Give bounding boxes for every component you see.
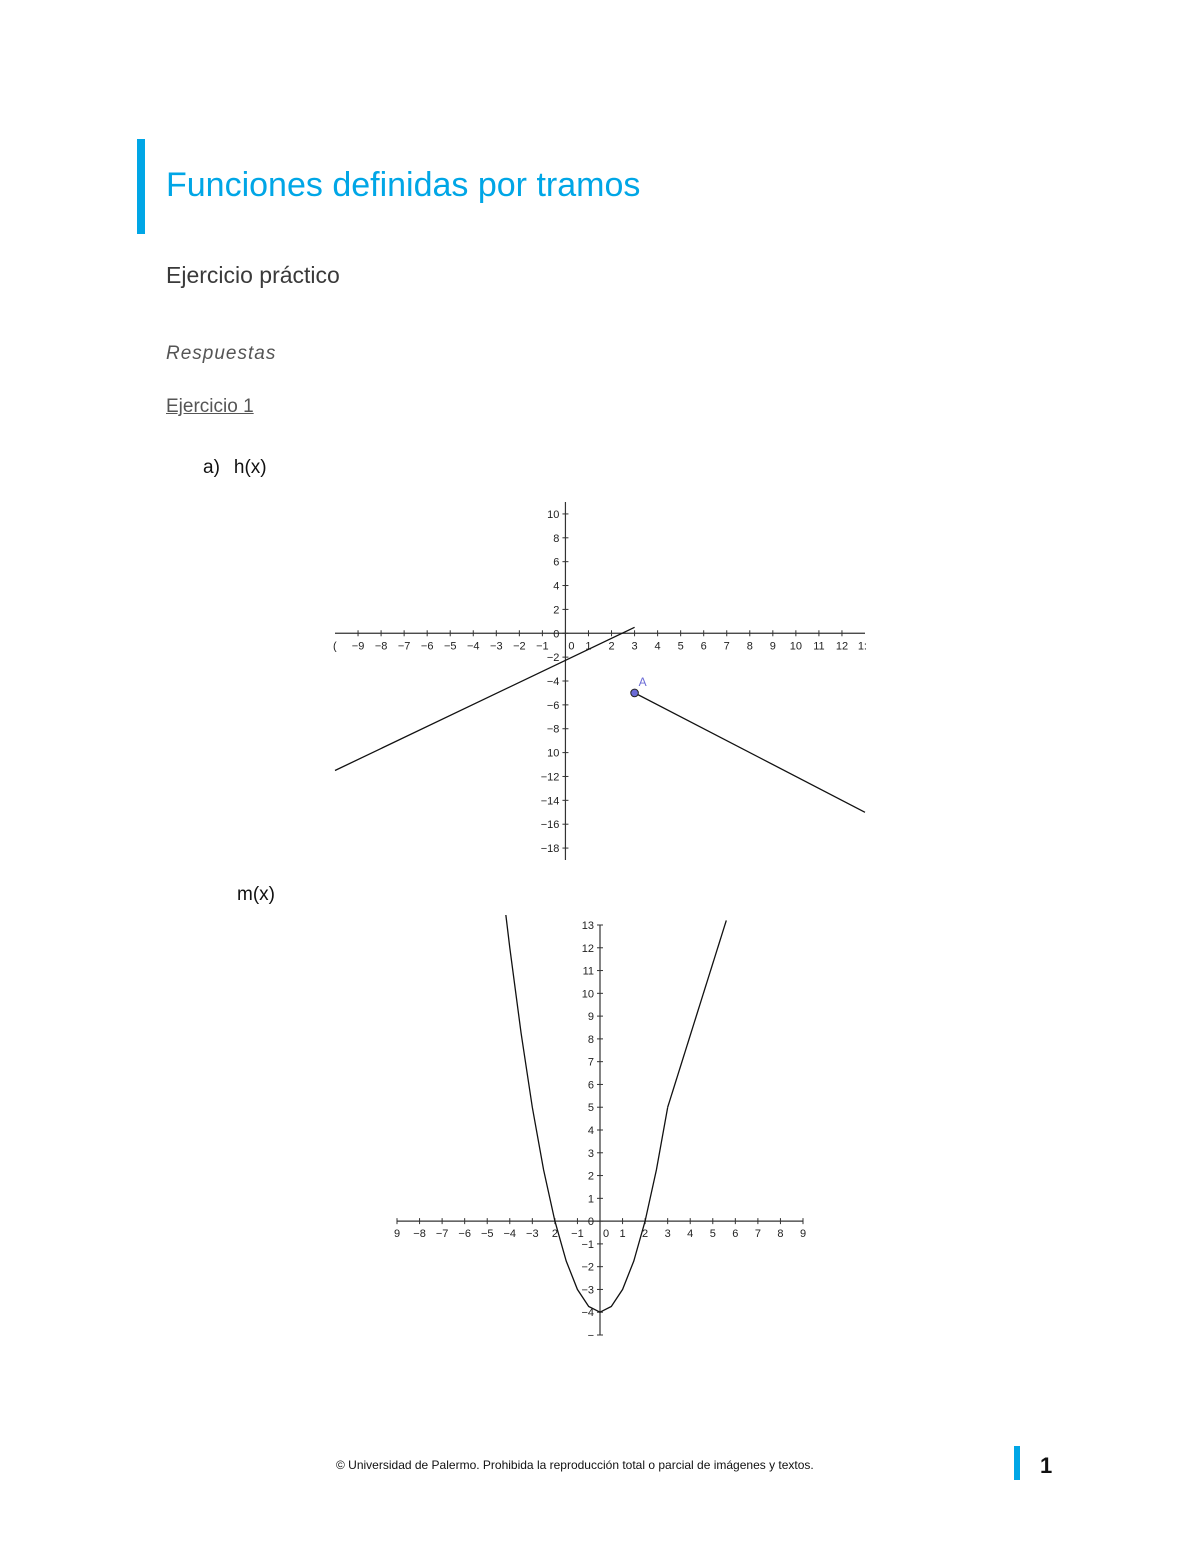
chart-h-y-tick-label: 6 (553, 556, 560, 569)
chart-h-x-tick-label: −6 (420, 640, 434, 653)
chart-m-y-tick-label: 4 (587, 1125, 594, 1137)
chart-m-x-tick-label: 5 (709, 1228, 716, 1241)
chart-m-y-tick-label: 11 (582, 965, 594, 978)
chart-m-x-tick-label: −5 (480, 1228, 494, 1241)
chart-m-y-tick-label: −2 (581, 1261, 594, 1274)
chart-h-y-tick-label: 10 (547, 508, 560, 521)
chart-m-series-line-2 (668, 920, 727, 1107)
chart-h-x-tick-label: 9 (769, 640, 776, 653)
chart-h-x-tick-label: 1 (585, 640, 592, 653)
chart-h-point-marker (631, 689, 639, 697)
chart-h-x-tick-label: 5 (677, 640, 684, 653)
chart-m-y-tick-label: −1 (581, 1238, 594, 1251)
chart-m-x-tick-label: 6 (732, 1228, 739, 1241)
chart-h-point-label: A (638, 674, 647, 689)
chart-m-x-tick-label: −8 (413, 1228, 426, 1241)
chart-h-y-tick-label: 4 (553, 580, 560, 593)
chart-h-y-tick-label: −2 (546, 652, 560, 665)
title-accent-bar (137, 139, 145, 234)
chart-m-x-tick-label: −1 (571, 1228, 584, 1241)
item-a (203, 457, 267, 479)
chart-h-x-tick-label: 3 (631, 640, 638, 653)
chart-m-x-tick-label: −3 (526, 1228, 539, 1241)
chart-m-y-tick-label: 12 (581, 942, 594, 955)
chart-m-y-tick-label: −3 (581, 1284, 594, 1297)
chart-m (385, 915, 815, 1345)
chart-h-x-tick-label: 0 (568, 640, 575, 653)
chart-h-x-tick-label: 6 (700, 640, 707, 653)
chart-h-x-tick-label: −3 (490, 640, 503, 653)
footer-copyright: © Universidad de Palermo. Prohibida la reproducción total o parcial de imágenes y textos. (336, 1458, 814, 1472)
chart-m-x-tick-label: 4 (687, 1228, 694, 1241)
chart-m-y-tick-label: 0 (587, 1216, 594, 1229)
chart-m-x-tick-label: 0 (602, 1228, 610, 1241)
chart-m-x-tick-label: 2 (551, 1228, 558, 1241)
chart-h-x-tick-label: −5 (443, 640, 457, 653)
chart-h-y-tick-label: −14 (540, 795, 560, 808)
chart-m-y-tick-label: 3 (587, 1147, 594, 1160)
chart-m-y-tick-label: 8 (587, 1033, 594, 1046)
item-m-function: m(x) (237, 884, 275, 905)
chart-m-x-tick-label: 8 (777, 1228, 784, 1241)
chart-h-y-tick-label: 2 (553, 604, 560, 617)
chart-h-y-tick-label: −4 (546, 676, 560, 688)
item-a-marker: a) (203, 457, 220, 478)
chart-m-y-tick-label: 1 (587, 1193, 594, 1206)
chart-h-y-tick-label: 0 (553, 628, 560, 641)
chart-h-x-tick-label: −8 (374, 640, 388, 653)
chart-h-y-tick-label: −18 (540, 843, 560, 856)
chart-h-x-tick-label: −4 (466, 640, 480, 653)
chart-m-x-tick-label: 3 (664, 1228, 671, 1241)
chart-h-y-tick-label: −16 (540, 819, 560, 832)
chart-h-x-tick-label: 7 (723, 640, 730, 653)
chart-h-x-tick-label: −9 (351, 640, 365, 653)
item-a-function: h(x) (233, 457, 267, 478)
chart-m-y-tick-label: 10 (581, 988, 594, 1001)
chart-m-y-tick-label: 2 (587, 1170, 594, 1183)
chart-h-x-tick-label: −7 (397, 640, 411, 653)
chart-m-x-tick-label: −4 (503, 1228, 517, 1241)
chart-h-y-tick-label: −6 (546, 699, 560, 712)
chart-h-y-tick-label: −8 (546, 723, 560, 736)
chart-m-y-tick-label: 6 (587, 1079, 594, 1092)
exercise-label: Ejercicio 1 (166, 396, 254, 417)
footer-accent-bar (1014, 1446, 1020, 1480)
chart-h-x-tick-label: −2 (513, 640, 526, 653)
chart-h-y-tick-label: −12 (540, 771, 560, 784)
chart-h-y-tick-label: 8 (553, 532, 560, 545)
chart-h-x-tick-label: 12 (835, 640, 849, 653)
chart-m-x-tick-label: 7 (754, 1228, 761, 1241)
chart-m-x-tick-label: −6 (458, 1228, 471, 1241)
chart-m-y-tick-label: − (587, 1330, 594, 1342)
chart-m-y-tick-label: 13 (581, 920, 594, 932)
chart-m-x-tick-label: 9 (393, 1228, 401, 1241)
chart-h-x-tick-label: −1 (536, 640, 549, 653)
section-subtitle: Ejercicio práctico (166, 262, 340, 288)
chart-m-y-tick-label: 9 (587, 1011, 594, 1024)
chart-h-x-tick-label: 4 (654, 640, 661, 653)
page-title: Funciones definidas por tramos (166, 166, 641, 204)
chart-h (320, 490, 880, 870)
chart-h-series-line-2 (635, 693, 865, 812)
chart-h-x-edge-label: ( (333, 640, 337, 653)
chart-h-x-tick-label: 2 (608, 640, 615, 653)
chart-m-x-tick-label: 1 (619, 1228, 626, 1241)
chart-h-x-tick-label: 11 (813, 640, 825, 653)
chart-m-y-tick-label: 7 (587, 1056, 594, 1069)
chart-h-x-edge-label: 1: (857, 640, 867, 653)
answers-label: Respuestas (166, 343, 277, 364)
chart-h-y-tick-label: 10 (547, 747, 560, 760)
chart-m-y-tick-label: 5 (587, 1102, 594, 1115)
chart-h-x-tick-label: 10 (789, 640, 802, 653)
chart-m-x-tick-label: −7 (435, 1228, 449, 1241)
chart-h-x-tick-label: 8 (746, 640, 753, 653)
chart-m-x-tick-label: 2 (642, 1228, 649, 1241)
page-number: 1 (1040, 1453, 1053, 1478)
chart-m-y-tick-label: −4 (581, 1307, 594, 1320)
chart-m-x-tick-label: 9 (799, 1228, 807, 1241)
